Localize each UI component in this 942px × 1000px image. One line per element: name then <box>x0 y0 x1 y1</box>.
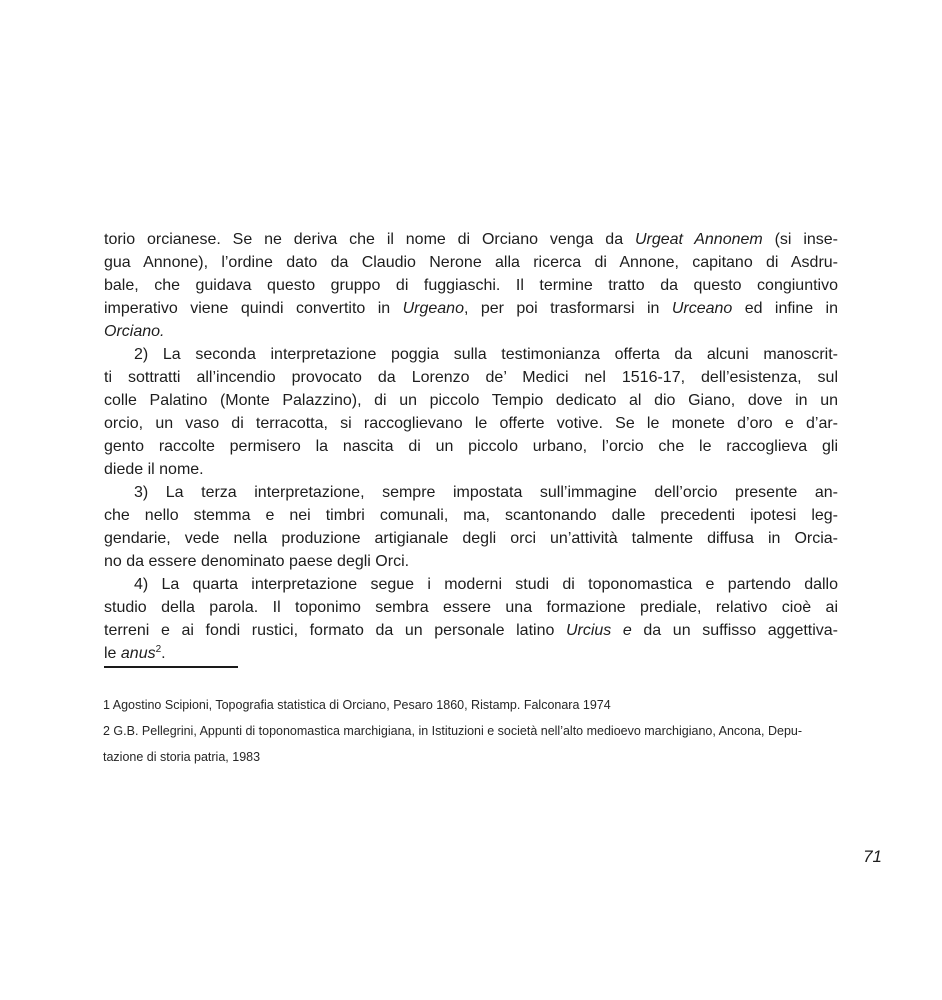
text-line <box>104 527 838 550</box>
text-line <box>104 320 838 343</box>
footnote-line: 1 Agostino Scipioni, Topografia statistica di Orciano, Pesaro 1860, Ristamp. Falconara 1974 <box>103 698 611 712</box>
text-line <box>104 366 838 389</box>
text-run: 2) La seconda interpretazione poggia sulla testimonianza offerta da alcuni manoscrit- <box>134 346 838 363</box>
text-run: no da essere denominato paese degli Orci. <box>104 553 410 570</box>
paragraph <box>104 481 838 573</box>
text-line <box>104 619 838 642</box>
text-line <box>104 251 838 274</box>
text-run: colle Palatino (Monte Palazzino), di un piccolo Tempio dedicato al dio Giano, dove in un <box>104 392 838 409</box>
text-line <box>104 550 838 573</box>
italic-text-run: anus <box>120 645 156 662</box>
text-run: gua Annone), l’ordine dato da Claudio Nerone alla ricerca di Annone, capitano di Asdru- <box>104 254 838 271</box>
body-text <box>104 228 838 665</box>
paragraph <box>104 228 838 343</box>
footnote-separator <box>104 666 238 668</box>
text-run: terreni e ai fondi rustici, formato da un personale latino <box>104 622 566 639</box>
text-run: bale, che guidava questo gruppo di fuggiaschi. Il termine tratto da questo congiuntivo <box>104 277 838 294</box>
text-line <box>104 435 838 458</box>
text-line <box>104 642 838 665</box>
text-run: studio della parola. Il toponimo sembra essere una formazione prediale, relativo cioè ai <box>104 599 838 616</box>
text-run: gendarie, vede nella produzione artigianale degli orci un’attività talmente diffusa in Orcia- <box>104 530 838 547</box>
text-line <box>104 596 838 619</box>
text-run: le <box>104 645 121 662</box>
text-line <box>104 343 838 366</box>
italic-text-run: Urceano <box>671 300 733 317</box>
italic-text-run: Urgeat Annonem <box>634 231 763 248</box>
text-run: (si inse- <box>762 231 838 248</box>
page-number: 71 <box>863 847 882 866</box>
footnotes <box>103 692 843 770</box>
text-run: , per poi trasformarsi in <box>463 300 672 317</box>
text-run: 3) La terza interpretazione, sempre impostata sull’immagine dell’orcio presente an- <box>134 484 838 501</box>
text-line <box>104 389 838 412</box>
text-run: ed infine in <box>732 300 838 317</box>
text-line <box>104 274 838 297</box>
text-line <box>104 481 838 504</box>
italic-text-run: Urcius e <box>565 622 632 639</box>
footnote-line: tazione di storia patria, 1983 <box>103 750 261 764</box>
text-line <box>104 412 838 435</box>
text-run: da un suffisso aggettiva- <box>631 622 838 639</box>
text-line <box>104 504 838 527</box>
italic-text-run: Urgeano <box>402 300 464 317</box>
text-run: . <box>161 645 166 662</box>
text-run: ti sottratti all’incendio provocato da Lorenzo de’ Medici nel 1516-17, dell’esistenza, sul <box>104 369 838 386</box>
text-run: diede il nome. <box>104 461 204 478</box>
text-run: torio orcianese. Se ne deriva che il nome di Orciano venga da <box>104 231 635 248</box>
italic-text-run: Orciano. <box>104 323 165 340</box>
text-run: imperativo viene quindi convertito in <box>104 300 403 317</box>
text-run: che nello stemma e nei timbri comunali, ma, scantonando dalle precedenti ipotesi leg- <box>104 507 838 524</box>
text-line <box>104 458 838 481</box>
text-line <box>104 573 838 596</box>
text-run: orcio, un vaso di terracotta, si raccoglievano le offerte votive. Se le monete d’oro e d’ar- <box>104 415 838 432</box>
footnote-line: 2 G.B. Pellegrini, Appunti di toponomastica marchigiana, in Istituzioni e società nell’alto medioevo marchigiano, Ancona, Depu- <box>103 724 803 738</box>
paragraph <box>104 573 838 665</box>
text-run: 4) La quarta interpretazione segue i moderni studi di toponomastica e partendo dallo <box>134 576 838 593</box>
paragraph <box>104 343 838 481</box>
footnote-reference: 2 <box>155 644 162 655</box>
text-line <box>104 297 838 320</box>
text-line <box>104 228 838 251</box>
text-run: gento raccolte permisero la nascita di un piccolo urbano, l’orcio che le raccoglieva gli <box>104 438 838 455</box>
